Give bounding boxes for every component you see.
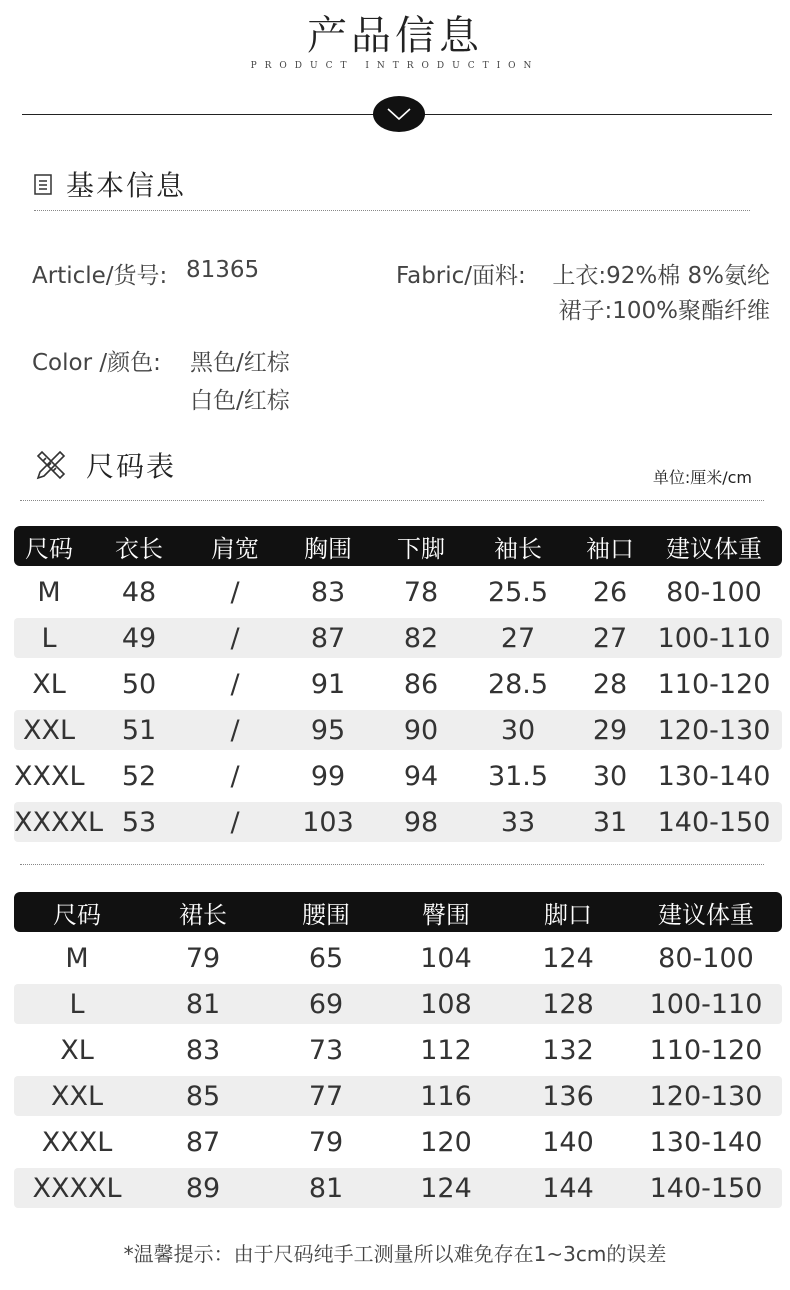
table-cell: 90 bbox=[403, 714, 439, 746]
document-icon bbox=[34, 174, 54, 200]
top-size-table bbox=[14, 526, 782, 842]
table-cell: 110-120 bbox=[657, 668, 771, 700]
table-cell: 112 bbox=[420, 1034, 472, 1066]
header-cell: 袖长 bbox=[494, 534, 542, 563]
table-cell: 120 bbox=[420, 1126, 472, 1158]
table-row bbox=[14, 618, 782, 658]
table-cell: 99 bbox=[310, 760, 346, 792]
table-cell: 80-100 bbox=[658, 942, 754, 974]
header-cell: 衣长 bbox=[115, 534, 163, 563]
table-row bbox=[14, 710, 782, 750]
table-cell: 87 bbox=[185, 1126, 221, 1158]
table-cell: XXXL bbox=[41, 1126, 113, 1158]
table-cell: / bbox=[230, 668, 240, 700]
table-row bbox=[14, 664, 782, 704]
header-cell: 尺码 bbox=[25, 534, 73, 563]
fabric-line-1: 上衣:92%棉 8%氨纶 bbox=[552, 263, 770, 289]
size-chart-divider bbox=[20, 500, 764, 501]
table-cell: 140-150 bbox=[657, 806, 771, 838]
table-cell: 53 bbox=[121, 806, 157, 838]
table-cell: 81 bbox=[185, 988, 221, 1020]
table-cell: 30 bbox=[500, 714, 536, 746]
table-cell: XXL bbox=[22, 714, 76, 746]
table-cell: 80-100 bbox=[666, 576, 762, 608]
color-line-2: 白色/红棕 bbox=[190, 388, 290, 414]
table-cell: 27 bbox=[500, 622, 536, 654]
table-cell: 79 bbox=[308, 1126, 344, 1158]
table-cell: 73 bbox=[308, 1034, 344, 1066]
table-row bbox=[14, 572, 782, 612]
basic-info-title: 基本信息 bbox=[66, 169, 187, 202]
table-cell: XXL bbox=[50, 1080, 104, 1112]
table-cell: XXXXL bbox=[14, 806, 104, 838]
table-cell: 91 bbox=[310, 668, 346, 700]
table-row bbox=[14, 756, 782, 796]
table-cell: L bbox=[69, 988, 85, 1020]
page-title: 产品信息 bbox=[307, 13, 483, 59]
table-cell: 29 bbox=[592, 714, 628, 746]
header-cell: 臀围 bbox=[422, 900, 470, 929]
header-cell: 腰围 bbox=[302, 900, 350, 929]
table-cell: / bbox=[230, 760, 240, 792]
table-row bbox=[14, 984, 782, 1024]
table-cell: XXXL bbox=[14, 760, 85, 792]
table-cell: 124 bbox=[420, 1172, 472, 1204]
header-cell: 裙长 bbox=[179, 900, 227, 929]
table-cell: XL bbox=[32, 668, 66, 700]
article-value: 81365 bbox=[186, 257, 260, 283]
top-table-header bbox=[14, 526, 782, 566]
table-cell: 31 bbox=[592, 806, 628, 838]
table-row bbox=[14, 1030, 782, 1070]
color-label: Color /颜色: bbox=[32, 350, 161, 376]
table-cell: / bbox=[230, 714, 240, 746]
table-cell: 85 bbox=[185, 1080, 221, 1112]
table-row bbox=[14, 938, 782, 978]
header-cell: 建议体重 bbox=[666, 534, 762, 563]
header-cell: 建议体重 bbox=[658, 900, 754, 929]
header-cell: 脚口 bbox=[544, 900, 592, 929]
header-cell: 尺码 bbox=[53, 900, 101, 929]
table-cell: 48 bbox=[121, 576, 157, 608]
table-divider bbox=[20, 864, 764, 865]
basic-info-heading bbox=[34, 164, 186, 204]
table-row bbox=[14, 1076, 782, 1116]
table-cell: 130-140 bbox=[649, 1126, 763, 1158]
chevron-down-icon bbox=[373, 96, 425, 132]
table-cell: 89 bbox=[185, 1172, 221, 1204]
table-cell: 104 bbox=[420, 942, 472, 974]
table-cell: 94 bbox=[403, 760, 439, 792]
table-cell: / bbox=[230, 576, 240, 608]
header-cell: 下脚 bbox=[397, 534, 445, 563]
skirt-table-header bbox=[14, 892, 782, 932]
table-cell: 103 bbox=[302, 806, 354, 838]
header-cell: 袖口 bbox=[586, 534, 634, 563]
table-cell: 81 bbox=[308, 1172, 344, 1204]
table-cell: M bbox=[65, 942, 89, 974]
color-line-1: 黑色/红棕 bbox=[190, 350, 290, 376]
table-cell: 69 bbox=[308, 988, 344, 1020]
table-cell: 98 bbox=[403, 806, 439, 838]
table-cell: 136 bbox=[542, 1080, 594, 1112]
unit-label: 单位:厘米/cm bbox=[652, 468, 752, 487]
table-cell: 130-140 bbox=[657, 760, 771, 792]
article-label: Article/货号: bbox=[32, 263, 168, 289]
table-cell: 78 bbox=[403, 576, 439, 608]
table-cell: / bbox=[230, 806, 240, 838]
size-chart-title: 尺码表 bbox=[86, 450, 177, 483]
table-cell: 95 bbox=[310, 714, 346, 746]
table-cell: 110-120 bbox=[649, 1034, 763, 1066]
table-cell: 108 bbox=[420, 988, 472, 1020]
table-cell: 120-130 bbox=[657, 714, 771, 746]
size-chart-heading bbox=[34, 444, 176, 486]
table-cell: 77 bbox=[308, 1080, 344, 1112]
table-row bbox=[14, 802, 782, 842]
table-cell: 82 bbox=[403, 622, 439, 654]
table-cell: 83 bbox=[185, 1034, 221, 1066]
measurement-note: *温馨提示：由于尺码纯手工测量所以难免存在1~3cm的误差 bbox=[123, 1242, 667, 1266]
table-cell: L bbox=[41, 622, 57, 654]
table-cell: 28.5 bbox=[487, 668, 549, 700]
table-cell: 49 bbox=[121, 622, 157, 654]
table-cell: 132 bbox=[542, 1034, 594, 1066]
ruler-pencil-icon bbox=[34, 448, 68, 486]
fabric-label: Fabric/面料: bbox=[396, 263, 526, 289]
table-cell: 28 bbox=[592, 668, 628, 700]
page-subtitle: PRODUCT INTRODUCTION bbox=[250, 61, 540, 71]
table-cell: 83 bbox=[310, 576, 346, 608]
table-cell: 116 bbox=[420, 1080, 472, 1112]
table-cell: 100-110 bbox=[657, 622, 771, 654]
table-cell: 87 bbox=[310, 622, 346, 654]
table-cell: 26 bbox=[592, 576, 628, 608]
table-cell: 25.5 bbox=[487, 576, 549, 608]
table-cell: 100-110 bbox=[649, 988, 763, 1020]
table-cell: 140 bbox=[542, 1126, 594, 1158]
table-cell: XL bbox=[60, 1034, 94, 1066]
table-row bbox=[14, 1122, 782, 1162]
table-cell: 120-130 bbox=[649, 1080, 763, 1112]
table-cell: 65 bbox=[308, 942, 344, 974]
header-cell: 胸围 bbox=[304, 534, 352, 563]
table-cell: 50 bbox=[121, 668, 157, 700]
basic-info-divider bbox=[34, 210, 750, 211]
skirt-size-table bbox=[14, 892, 782, 1208]
table-cell: M bbox=[37, 576, 61, 608]
table-cell: XXXXL bbox=[32, 1172, 122, 1204]
table-cell: 79 bbox=[185, 942, 221, 974]
table-cell: 51 bbox=[121, 714, 157, 746]
table-cell: / bbox=[230, 622, 240, 654]
table-cell: 31.5 bbox=[487, 760, 549, 792]
table-cell: 27 bbox=[592, 622, 628, 654]
table-cell: 140-150 bbox=[649, 1172, 763, 1204]
table-cell: 144 bbox=[542, 1172, 594, 1204]
table-row bbox=[14, 1168, 782, 1208]
table-cell: 52 bbox=[121, 760, 157, 792]
table-cell: 128 bbox=[542, 988, 594, 1020]
header-cell: 肩宽 bbox=[211, 534, 259, 563]
table-cell: 30 bbox=[592, 760, 628, 792]
table-cell: 33 bbox=[500, 806, 536, 838]
fabric-line-2: 裙子:100%聚酯纤维 bbox=[558, 298, 770, 324]
table-cell: 86 bbox=[403, 668, 439, 700]
table-cell: 124 bbox=[542, 942, 594, 974]
